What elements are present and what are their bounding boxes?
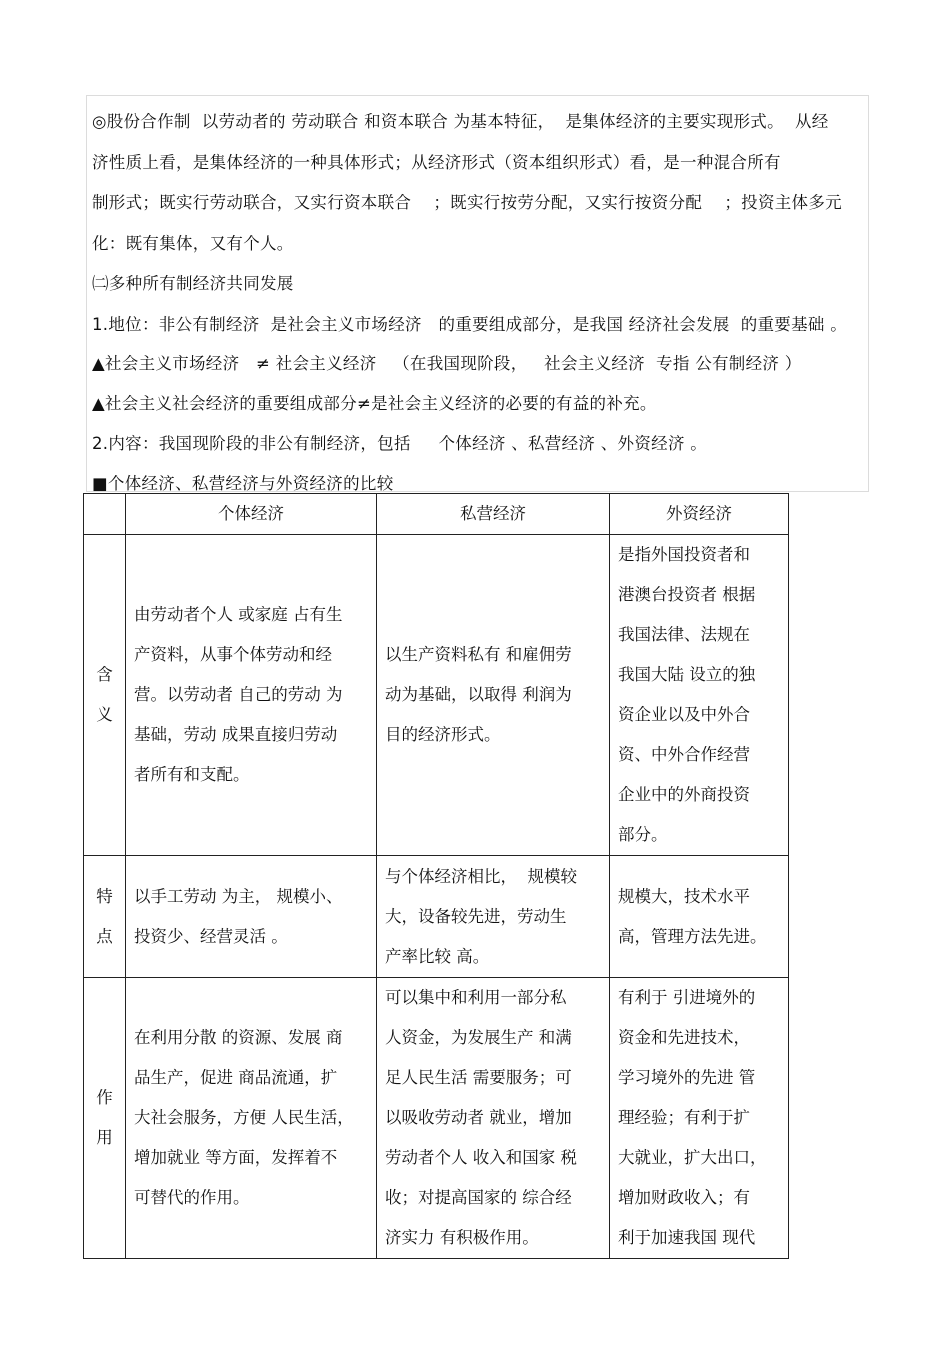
table-header-row (84, 494, 789, 535)
paragraph-line-3: 制形式；既实行劳动联合，又实行资本联合 ；既实行按劳分配，又实行按资分配 ；投资主体多元 (92, 193, 842, 212)
cell-features-private: 与个体经济相比， 规模较 大，设备较先进，劳动生 产率比较 高。 (377, 856, 610, 978)
point-content: 2.内容：我国现阶段的非公有制经济，包括 个体经济 、私营经济 、外资经济 。 (92, 434, 708, 453)
header-private: 私营经济 (377, 494, 610, 535)
table-caption: ■个体经济、私营经济与外资经济的比较 (92, 474, 394, 493)
point-note-1: ▲社会主义市场经济 ≠ 社会主义经济 （在我国现阶段， 社会主义经济 专指 公有制经济 ） (92, 354, 802, 373)
point-note-2: ▲社会主义社会经济的重要组成部分≠是社会主义经济的必要的有益的补充。 (92, 394, 657, 413)
cell-features-individual: 以手工劳动 为主， 规模小、 投资少、经营灵活 。 (126, 856, 377, 978)
point-status: 1.地位：非公有制经济 是社会主义市场经济 的重要组成部分，是我国 经济社会发展 的重要基础 。 (92, 315, 848, 334)
paragraph-line-4: 化：既有集体，又有个人。 (92, 234, 294, 253)
header-individual: 个体经济 (126, 494, 377, 535)
header-cell-empty (84, 494, 126, 535)
cell-meaning-individual: 由劳动者个人 或家庭 占有生 产资料，从事个体劳动和经 营。以劳动者 自己的劳动 为 基础，劳动 成果直接归劳动 者所有和支配。 (126, 535, 377, 856)
comparison-table (83, 493, 789, 1259)
cell-role-individual: 在利用分散 的资源、发展 商 品生产，促进 商品流通，扩 大社会服务，方便 人民生活， 增加就业 等方面，发挥着不 可替代的作用。 (126, 978, 377, 1259)
row-label-role: 作 用 (84, 978, 126, 1259)
section-title: ㈡多种所有制经济共同发展 (92, 274, 294, 293)
table-row-meaning (84, 535, 789, 856)
table-row-features (84, 856, 789, 978)
cell-meaning-foreign: 是指外国投资者和 港澳台投资者 根据 我国法律、法规在 我国大陆 设立的独 资企业以及中外合 资、中外合作经营 企业中的外商投资 部分。 (610, 535, 789, 856)
paragraph-line-2: 济性质上看，是集体经济的一种具体形式；从经济形式（资本组织形式）看，是一种混合所有 (92, 153, 781, 172)
row-label-features: 特 点 (84, 856, 126, 978)
paragraph-line-1: ◎股份合作制 以劳动者的 劳动联合 和资本联合 为基本特征， 是集体经济的主要实现形式。 从经 (92, 112, 829, 131)
cell-role-foreign: 有利于 引进境外的 资金和先进技术， 学习境外的先进 管 理经验；有利于扩 大就业，扩大出口， 增加财政收入；有 利于加速我国 现代 (610, 978, 789, 1259)
cell-features-foreign: 规模大，技术水平 高，管理方法先进。 (610, 856, 789, 978)
row-label-meaning: 含 义 (84, 535, 126, 856)
cell-role-private: 可以集中和利用一部分私 人资金，为发展生产 和满 足人民生活 需要服务；可 以吸收劳动者 就业，增加 劳动者个人 收入和国家 税 收；对提高国家的 综合经 济实力 有积极作用。 (377, 978, 610, 1259)
cell-meaning-private: 以生产资料私有 和雇佣劳 动为基础，以取得 利润为 目的经济形式。 (377, 535, 610, 856)
table-row-role (84, 978, 789, 1259)
header-foreign: 外资经济 (610, 494, 789, 535)
